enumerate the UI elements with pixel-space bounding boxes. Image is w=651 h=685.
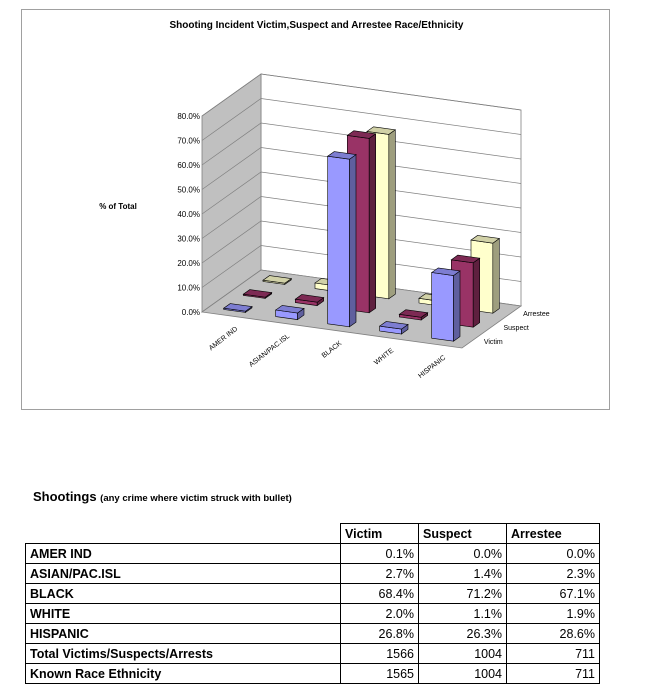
header-suspect: Suspect [419,524,507,544]
x-tick-label: AMER IND [207,325,240,353]
bar-victim [328,152,356,327]
cell-victim: 1566 [341,644,419,664]
cell-suspect: 1004 [419,664,507,684]
cell-arrestee: 28.6% [507,624,600,644]
cell-victim: 2.0% [341,604,419,624]
header-blank [26,524,341,544]
y-axis-label: % of Total [99,202,137,211]
bar-front-face [432,273,454,342]
y-tick-label: 20.0% [177,259,200,268]
cell-victim: 1565 [341,664,419,684]
cell-suspect: 71.2% [419,584,507,604]
chart-svg [22,10,611,411]
chart-title: Shooting Incident Victim,Suspect and Arrestee Race/Ethnicity [169,20,464,31]
table-row [26,544,600,564]
series-label-arrestee: Arrestee [523,311,550,318]
y-tick-label: 70.0% [177,136,200,146]
cell-arrestee: 711 [507,664,600,684]
table-row [26,604,600,624]
table-row [26,584,600,604]
table-row [26,644,600,664]
table-header-row [26,524,600,544]
bar-front-face [328,156,350,327]
table-row [26,564,600,584]
row-label: AMER IND [26,544,341,564]
cell-victim: 68.4% [341,584,419,604]
chart-container [21,9,610,410]
y-tick-label: 60.0% [177,161,200,170]
cell-suspect: 1004 [419,644,507,664]
table-row [26,624,600,644]
bar-side-face [369,134,376,313]
table-note: (any crime where victim struck with bullet) [100,493,292,504]
y-tick-label: 80.0% [177,112,200,121]
row-label: WHITE [26,604,341,624]
x-tick-label: BLACK [320,340,344,360]
y-tick-label: 40.0% [177,210,200,219]
cell-arrestee: 711 [507,644,600,664]
row-label: Known Race Ethnicity [26,664,341,684]
bar-victim [432,268,460,341]
bar-side-face [389,130,396,299]
cell-arrestee: 2.3% [507,564,600,584]
section-title [33,489,292,504]
x-tick-label: WHITE [373,347,396,367]
cell-victim: 26.8% [341,624,419,644]
header-victim: Victim [341,524,419,544]
series-label-victim: Victim [483,339,503,346]
x-tick-label: HISPANIC [417,354,448,381]
y-tick-label: 50.0% [177,185,200,195]
row-label: ASIAN/PAC.ISL [26,564,341,584]
bar-side-face [350,155,357,327]
y-tick-label: 30.0% [177,234,200,244]
bar-victim [276,305,304,319]
bar-side-face [454,271,461,341]
cell-suspect: 1.4% [419,564,507,584]
cell-victim: 2.7% [341,564,419,584]
header-arrestee: Arrestee [507,524,600,544]
bar-side-face [473,258,480,327]
cell-suspect: 26.3% [419,624,507,644]
bar-side-face [493,239,500,314]
table-row [26,664,600,684]
cell-arrestee: 67.1% [507,584,600,604]
cell-arrestee: 0.0% [507,544,600,564]
cell-suspect: 1.1% [419,604,507,624]
row-label: BLACK [26,584,341,604]
cell-victim: 0.1% [341,544,419,564]
y-tick-label: 0.0% [181,308,200,317]
table-title: Shootings [33,489,97,504]
series-label-suspect: Suspect [503,325,529,332]
row-label: HISPANIC [26,624,341,644]
row-label: Total Victims/Suspects/Arrests [26,644,341,664]
cell-arrestee: 1.9% [507,604,600,624]
data-table [25,523,600,684]
x-tick-label: ASIAN/PAC.ISL [248,332,292,369]
y-tick-label: 10.0% [177,283,200,293]
cell-suspect: 0.0% [419,544,507,564]
